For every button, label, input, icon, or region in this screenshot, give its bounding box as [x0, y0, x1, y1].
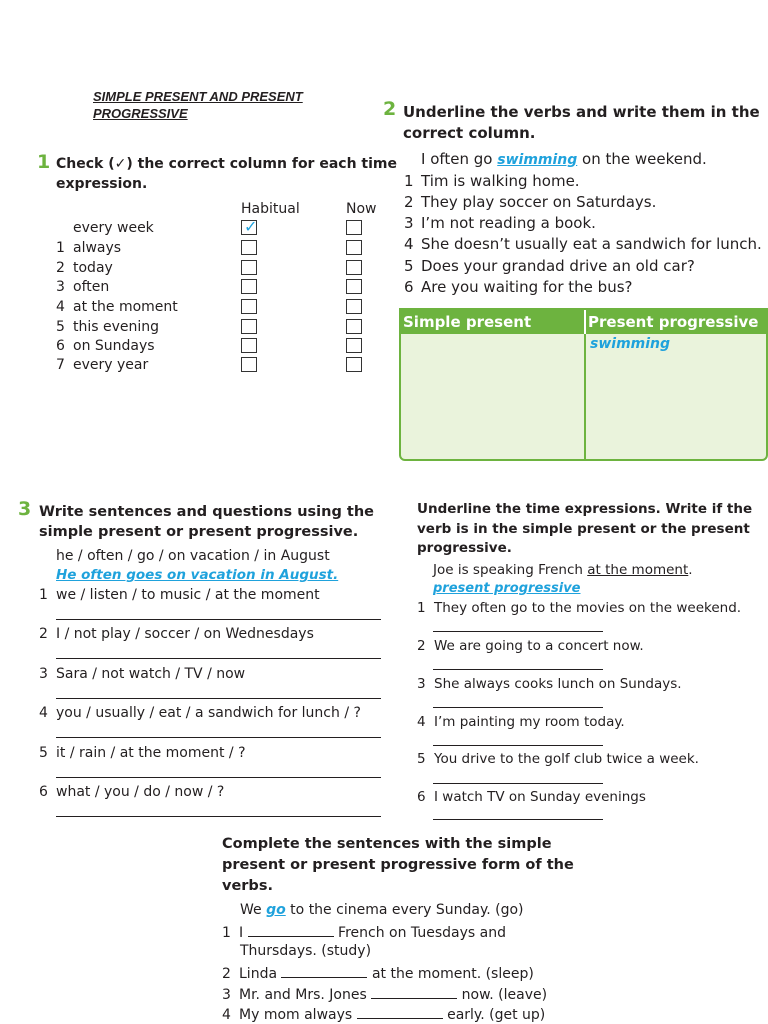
item-number: 2	[404, 193, 414, 211]
list-item	[56, 319, 159, 335]
item-number: 6	[56, 338, 65, 354]
list-item	[56, 260, 113, 276]
title-line-2: PROGRESSIVE	[93, 106, 188, 121]
now-checkbox[interactable]	[346, 319, 362, 334]
table-entry: swimming	[590, 336, 671, 352]
item-text: They often go to the movies on the weekend.	[434, 600, 742, 616]
exercise-3-instructions	[39, 502, 374, 542]
answer-line[interactable]	[433, 783, 603, 784]
example-answer: He often goes on vacation in August.	[56, 567, 339, 583]
gap-blank[interactable]	[371, 985, 457, 999]
prompt-item	[39, 705, 361, 721]
instr-line: verb is in the simple present or the present	[417, 520, 750, 537]
item-number: 2	[56, 260, 65, 276]
now-checkbox[interactable]	[346, 260, 362, 275]
worksheet-title	[93, 88, 303, 122]
item-number: 3	[39, 666, 48, 682]
list-item	[56, 240, 121, 256]
answer-line[interactable]	[433, 669, 603, 670]
list-item	[404, 278, 632, 296]
prompt-item	[39, 745, 246, 761]
gap-fill-item	[222, 985, 547, 1003]
list-item	[404, 214, 596, 232]
item-number: 6	[404, 278, 414, 296]
item-number: 2	[417, 638, 426, 654]
item-text: I	[239, 925, 244, 941]
item-number: 4	[39, 705, 48, 721]
verb-column-table	[399, 308, 768, 461]
example-prompt: he / often / go / on vacation / in August	[56, 548, 330, 564]
item-number: 5	[39, 745, 48, 761]
now-checkbox[interactable]	[346, 240, 362, 255]
item-number: 2	[222, 966, 231, 982]
exercise-3-number: 3	[18, 498, 32, 520]
now-checkbox[interactable]	[346, 279, 362, 294]
item-number: 1	[56, 240, 65, 256]
exercise-1-number: 1	[37, 151, 51, 173]
example-sentence	[421, 150, 707, 168]
exercise-2-instructions	[403, 102, 760, 144]
example-answer: swimming	[497, 152, 578, 168]
item-text: I / not play / soccer / on Wednesdays	[56, 626, 314, 642]
prompt-item	[39, 587, 320, 603]
exercise-1-instructions	[56, 155, 397, 194]
header-divider	[584, 310, 586, 334]
item-text: French on Tuesdays and	[338, 925, 506, 941]
list-item	[404, 172, 580, 190]
instr-line: present or present progressive form of the	[222, 857, 574, 873]
prompt-item	[39, 784, 224, 800]
item-text: She doesn’t usually eat a sandwich for lunch.	[421, 235, 762, 253]
item-text: We are going to a concert now.	[434, 638, 644, 654]
item-number: 4	[56, 299, 65, 315]
habitual-checkbox[interactable]	[241, 338, 257, 353]
item-number: 6	[39, 784, 48, 800]
item-text: this evening	[73, 319, 160, 335]
instr-line: Write sentences and questions using the	[39, 504, 374, 520]
answer-line[interactable]	[56, 658, 381, 659]
habitual-checkbox[interactable]	[241, 279, 257, 294]
habitual-checkbox[interactable]	[241, 299, 257, 314]
item-text: at the moment	[73, 299, 178, 315]
exercise-2-number: 2	[383, 98, 397, 120]
answer-line[interactable]	[56, 737, 381, 738]
item-text: we / listen / to music / at the moment	[56, 587, 320, 603]
prompt-item	[39, 666, 245, 682]
item-text: every year	[73, 357, 149, 373]
item-number: 5	[404, 257, 414, 275]
answer-line[interactable]	[433, 819, 603, 820]
item-number: 1	[404, 172, 414, 190]
prompt-item	[39, 626, 314, 642]
item-text: Mr. and Mrs. Jones	[239, 987, 367, 1003]
list-item	[417, 676, 682, 692]
col-now-header: Now	[346, 201, 377, 217]
item-text: Does your grandad drive an old car?	[421, 257, 695, 275]
habitual-checkbox-example[interactable]	[241, 217, 258, 236]
list-item	[417, 714, 625, 730]
now-checkbox[interactable]	[346, 299, 362, 314]
answer-line[interactable]	[56, 698, 381, 699]
list-item	[417, 751, 699, 767]
item-text: it / rain / at the moment / ?	[56, 745, 246, 761]
item-text: Linda	[239, 966, 278, 982]
gap-blank[interactable]	[281, 964, 367, 978]
list-item	[417, 789, 646, 805]
item-text: at the moment. (sleep)	[371, 966, 534, 982]
now-checkbox[interactable]	[346, 338, 362, 353]
example-text: to the cinema every Sunday. (go)	[285, 902, 524, 918]
item-number: 4	[222, 1007, 231, 1023]
item-text: They play soccer on Saturdays.	[421, 193, 657, 211]
list-item	[56, 338, 155, 354]
item-number: 3	[56, 279, 65, 295]
example-sentence	[240, 902, 524, 918]
item-text: often	[73, 279, 110, 295]
example-expression: every week	[73, 220, 154, 236]
instr-line: Check (✓) the correct column for each time	[56, 156, 397, 172]
instr-line: expression.	[56, 175, 148, 192]
item-number: 3	[417, 676, 426, 692]
list-item	[56, 357, 148, 373]
exercise-5-instructions	[222, 834, 574, 897]
answer-line[interactable]	[56, 816, 381, 817]
col-present-progressive: Present progressive	[588, 313, 759, 331]
item-number: 4	[417, 714, 426, 730]
item-text: now. (leave)	[461, 987, 548, 1003]
instr-line: correct column.	[403, 124, 536, 142]
item-text: I watch TV on Sunday evenings	[434, 789, 646, 805]
example-answer: present progressive	[433, 581, 581, 596]
example-answer: go	[266, 902, 286, 918]
item-text: My mom always	[239, 1007, 353, 1023]
title-line-1: SIMPLE PRESENT AND PRESENT	[93, 89, 303, 104]
example-text: Joe is speaking French	[433, 562, 588, 578]
list-item	[56, 279, 109, 295]
example-text: .	[688, 562, 693, 578]
item-text: you / usually / eat / a sandwich for lunch / ?	[56, 705, 361, 721]
item-number: 1	[39, 587, 48, 603]
list-item	[417, 638, 644, 654]
check-icon: ✓	[244, 217, 258, 236]
gap-blank[interactable]	[248, 923, 334, 937]
list-item	[404, 193, 656, 211]
habitual-checkbox[interactable]	[241, 240, 257, 255]
example-time-expression: at the moment	[587, 562, 689, 578]
item-text: on Sundays	[73, 338, 155, 354]
gap-blank[interactable]	[357, 1005, 443, 1019]
item-number: 7	[56, 357, 65, 373]
gap-fill-item	[222, 964, 534, 982]
instr-line: Underline the time expressions. Write if the	[417, 501, 753, 517]
item-number: 5	[417, 751, 426, 767]
answer-line[interactable]	[433, 745, 603, 746]
item-number: 1	[222, 925, 231, 941]
answer-line[interactable]	[433, 707, 603, 708]
item-number: 5	[56, 319, 65, 335]
list-item	[417, 600, 741, 616]
example-text: on the weekend.	[577, 150, 707, 168]
item-number: 3	[222, 987, 231, 1003]
item-text: Tim is walking home.	[421, 172, 580, 190]
gap-fill-continuation: Thursdays. (study)	[240, 943, 372, 959]
col-simple-present: Simple present	[403, 313, 532, 331]
item-number: 4	[404, 235, 414, 253]
item-text: You drive to the golf club twice a week.	[434, 751, 699, 767]
example-sentence	[433, 562, 693, 578]
now-checkbox-example[interactable]	[346, 220, 362, 235]
item-text: I’m painting my room today.	[434, 714, 625, 730]
list-item	[404, 257, 695, 275]
item-text: today	[73, 260, 113, 276]
item-text: Are you waiting for the bus?	[421, 278, 633, 296]
instr-line: progressive.	[417, 540, 512, 556]
item-text: always	[73, 240, 122, 256]
instr-line: Underline the verbs and write them in the	[403, 103, 760, 121]
example-text: I often go	[421, 150, 498, 168]
instr-line: simple present or present progressive.	[39, 524, 359, 540]
item-text: what / you / do / now / ?	[56, 784, 225, 800]
item-number: 3	[404, 214, 414, 232]
col-habitual-header: Habitual	[241, 201, 300, 217]
answer-line[interactable]	[433, 631, 603, 632]
item-text: early. (get up)	[447, 1007, 546, 1023]
item-text: Sara / not watch / TV / now	[56, 666, 246, 682]
answer-line[interactable]	[56, 777, 381, 778]
habitual-checkbox[interactable]	[241, 319, 257, 334]
habitual-checkbox[interactable]	[241, 357, 257, 372]
instr-line: Complete the sentences with the simple	[222, 836, 552, 852]
item-number: 6	[417, 789, 426, 805]
gap-fill-item	[222, 923, 506, 941]
exercise-4-instructions	[417, 500, 752, 559]
gap-fill-item	[222, 1005, 545, 1023]
now-checkbox[interactable]	[346, 357, 362, 372]
example-text: We	[240, 902, 267, 918]
list-item	[404, 235, 762, 253]
list-item	[56, 299, 178, 315]
item-text: I’m not reading a book.	[421, 214, 596, 232]
item-text: She always cooks lunch on Sundays.	[434, 676, 682, 692]
item-number: 1	[417, 600, 426, 616]
instr-line: verbs.	[222, 878, 273, 894]
item-number: 2	[39, 626, 48, 642]
habitual-checkbox[interactable]	[241, 260, 257, 275]
answer-line[interactable]	[56, 619, 381, 620]
